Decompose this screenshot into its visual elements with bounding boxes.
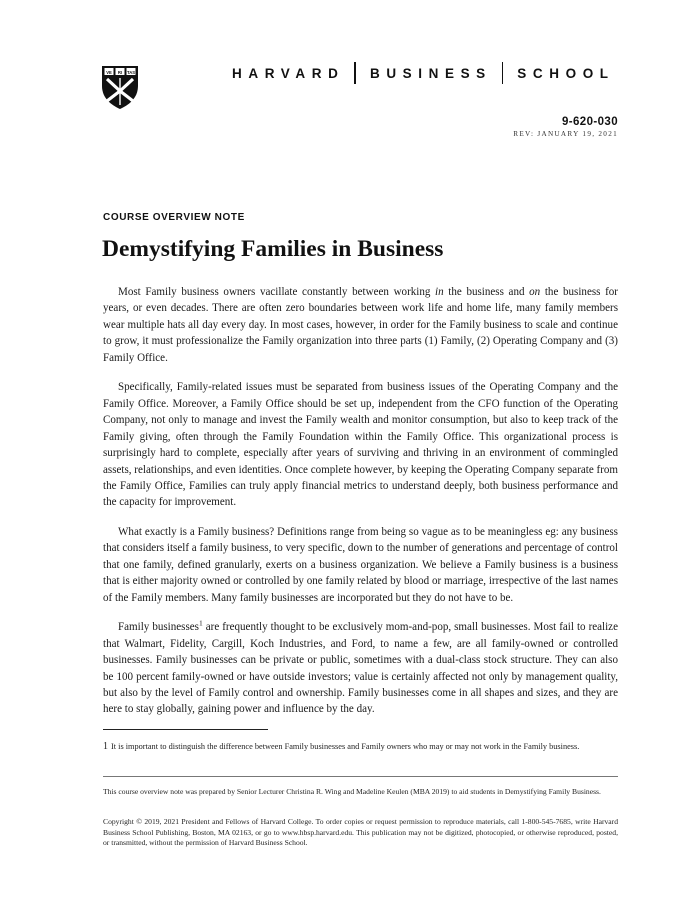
masthead-divider — [502, 62, 504, 84]
paragraph-1-emph-on: on — [529, 286, 541, 298]
document-body — [103, 284, 618, 731]
masthead-business: BUSINESS — [369, 65, 492, 81]
crest-motto-tas: TAS — [126, 69, 136, 75]
preparation-note: This course overview note was prepared by Senior Lecturer Christina R. Wing and Madeline Keulen (MBA 2019) to aid students in Demystifying Family Business. — [103, 787, 601, 796]
harvard-shield-logo — [101, 65, 139, 110]
school-masthead — [232, 62, 615, 84]
document-number: 9-620-030 — [561, 116, 618, 128]
masthead-harvard: HARVARD — [232, 65, 345, 81]
crest-motto-ri: RI — [117, 69, 123, 75]
paragraph-1-emph-in: in — [435, 286, 444, 298]
footnote-number: 1 — [103, 741, 108, 752]
paragraph-1 — [103, 284, 618, 366]
document-title: Demystifying Families in Business — [102, 236, 444, 262]
footnote-1 — [103, 741, 618, 753]
paragraph-4 — [103, 619, 618, 718]
paragraph-4-rest: are frequently thought to be exclusively mom-and-pop, small businesses. Most fail to realize that Walmart, Fidelity, Cargill, Koch Industries, and Ford, to name a few, are all family-owned or controlled businesses. Family businesses can be private or public, sometimes with a dual-class stock structure. They can also be 100 percent family-owned or have outside investors; value is certainly affected not only by management quality, but also by the level of Family control and ownership. Family businesses come in all shapes and sizes, and they are here to stay globally, gaining power and influence by the day. — [103, 621, 618, 716]
paragraph-2: Specifically, Family-related issues must be separated from business issues of the Operating Company and the Family Office. Moreover, a Family Office should be set up, independent from the CFO function of the Operating Company, not only to manage and invest the Family wealth and monitor consumption, but also to keep track of the Family giving, often through the Family Foundation within the Family Office. This organizational process is surprisingly hard to complete, especially after years of surviving and thriving in an environment of commingled assets, relationships, and even identities. Once complete however, by keeping the Operating Company separate from the Family Office, Families can truly apply financial metrics to understand deeply, both business performance and the capacity for improvement. — [103, 381, 618, 509]
copyright-notice: Copyright © 2019, 2021 President and Fellows of Harvard College. To order copies or request permission to reproduce materials, call 1-800-545-7685, write Harvard Business School Publishing, Boston, MA 02163, or go to www.hbsp.harvard.edu. This publication may not be digitized, photocopied, or otherwise reproduced, posted, or transmitted, without the permission of Harvard Business School. — [103, 817, 618, 848]
revision-date: REV: JANUARY 19, 2021 — [513, 130, 618, 138]
footnote-separator — [103, 729, 268, 730]
footnote-reference-1[interactable]: 1 — [198, 618, 203, 628]
paragraph-4-lead: Family businesses — [118, 621, 199, 634]
masthead-divider — [354, 62, 356, 84]
paragraph-3: What exactly is a Family business? Definitions range from being so vague as to be meaningless eg: any business that considers itself a family business, to very specific, down to the number of generations and percentage of control that one family, defined granularly, exerts on a business organization. We believe a Family business is a business that is either majority owned or controlled by one family related by blood or marriage, irrespective of the last names of the Family members. Many family businesses are incorporated but they do not have to be. — [103, 525, 618, 604]
masthead-school: SCHOOL — [517, 65, 615, 81]
footer-divider — [103, 776, 618, 777]
note-type-label: COURSE OVERVIEW NOTE — [103, 212, 245, 223]
footnote-text: It is important to distinguish the difference between Family businesses and Family owners who may or may not work in the Family business. — [111, 742, 580, 751]
crest-motto-ve: VE — [106, 69, 112, 75]
paragraph-1-part-a: Most Family business owners vacillate constantly between working — [118, 286, 436, 298]
paragraph-1-part-c: the business for years, or even decades. There are often zero boundaries between work life and home life, many family members wear multiple hats all day every day. In most cases, however, in order for the Family business to scale and continue to grow, it must professionalize the Family organization into three parts (1) Family, (2) Operating Company and (3) Family Office. — [103, 286, 618, 364]
paragraph-1-part-b: the business and — [443, 286, 530, 298]
